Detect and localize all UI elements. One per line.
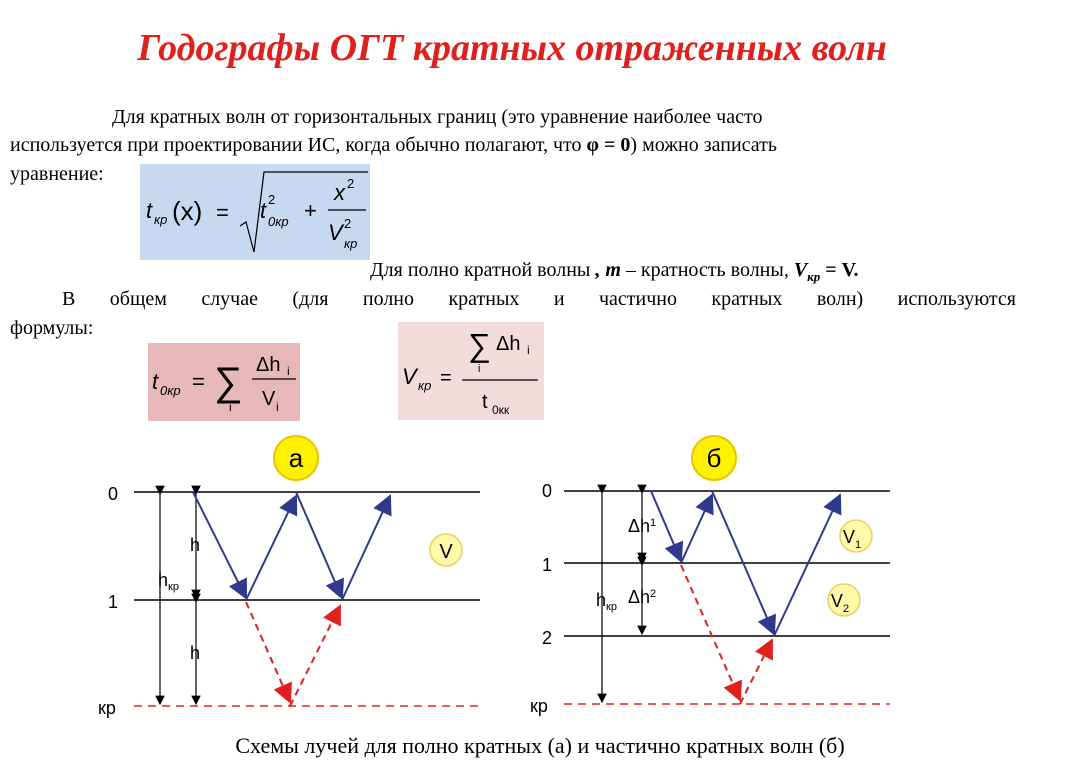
- formula-plus: +: [304, 198, 317, 223]
- formula-vkr-svg: [398, 322, 544, 420]
- vkr-v: V: [402, 364, 417, 389]
- level-0-a: 0: [108, 484, 119, 504]
- formula-v-sup: 2: [344, 216, 352, 231]
- ray-a-2: [246, 496, 296, 600]
- paragraph-general-line2: формулы:: [10, 317, 94, 339]
- formula-t0-sup: 2: [268, 192, 276, 207]
- label-dh1-b: $\Delta h^1$: [628, 516, 657, 536]
- ray-a-red-1: [246, 602, 290, 702]
- formula-x-sup: 2: [347, 176, 355, 191]
- phi-equals-zero: φ = 0: [586, 134, 631, 156]
- vkr-den-sub: 0кк: [492, 403, 510, 417]
- formula-t0-sub: 0кр: [268, 214, 289, 229]
- diagram-a: [100, 430, 500, 730]
- formula-hodograph: [140, 164, 370, 260]
- level-1-a: 1: [108, 592, 119, 612]
- label-dh2-b: $\Delta h^2$: [628, 587, 657, 607]
- formula-t0kr: [148, 343, 300, 421]
- formula-x: x: [334, 180, 345, 205]
- badge-b-label: б: [706, 443, 722, 473]
- level-kr-b: кр: [530, 696, 548, 716]
- vkr-equals: =: [440, 367, 452, 389]
- velocity-label-b2: $V_2$: [830, 591, 850, 615]
- velocity-label-a: V: [439, 541, 453, 563]
- formula-hodograph-svg: [140, 164, 370, 260]
- level-kr-a: кр: [98, 698, 116, 718]
- ray-a-3: [296, 492, 342, 598]
- figure-caption: Схемы лучей для полно кратных (а) и частично кратных волн (б): [235, 733, 845, 758]
- label-h-lower-a: h: [190, 643, 201, 663]
- formula-t0kr-svg: [148, 343, 300, 421]
- level-2-b: 2: [542, 628, 553, 648]
- paragraph-intro-line2: используется при проектировании ИС, когда обычно полагают, что φ = 0) можно записать: [10, 134, 778, 156]
- vkr-sub: кр: [418, 378, 432, 393]
- t0kr-index: i: [229, 400, 232, 414]
- formula-vkr: [398, 322, 544, 420]
- ray-b-4: [774, 495, 840, 636]
- level-1-b: 1: [542, 555, 553, 575]
- paragraph-general-line1: В общем случае (для полно кратных и частично кратных волн) используются: [62, 288, 1016, 310]
- t0kr-num: Δh: [256, 354, 281, 376]
- label-h-upper-a: h: [190, 535, 201, 555]
- vkr-num: Δh: [496, 333, 521, 355]
- ray-a-red-2: [290, 606, 340, 706]
- t0kr-num-sub: i: [287, 364, 290, 378]
- paragraph-intro-line3: уравнение:: [10, 163, 104, 185]
- formula-t: t: [146, 198, 153, 223]
- t0kr-equals: =: [192, 369, 205, 394]
- t0kr-sigma: ∑: [214, 360, 243, 404]
- vkr-sigma: ∑: [468, 327, 491, 363]
- ray-a-4: [342, 496, 390, 600]
- diagram-b: [528, 430, 898, 730]
- formula-t-sub: кр: [154, 212, 168, 227]
- formula-arg: (x): [172, 196, 203, 226]
- label-hkr-b: $h_{кр}$: [596, 590, 617, 613]
- badge-a-label: а: [288, 443, 304, 473]
- slide-title: Годографы ОГТ кратных отраженных волн: [137, 27, 887, 69]
- ray-a-1: [193, 492, 246, 598]
- level-0-b: 0: [542, 481, 553, 501]
- ray-b-red-1: [681, 565, 740, 700]
- ray-b-red-2: [740, 640, 772, 704]
- velocity-label-b1: $V_1$: [842, 527, 862, 551]
- formula-v: V: [328, 220, 343, 245]
- t0kr-sub: 0кр: [160, 383, 181, 398]
- t0kr-den-sub: i: [276, 400, 279, 414]
- paragraph-intro-line1: Для кратных волн от горизонтальных границ (это уравнение наиболее часто: [112, 106, 763, 128]
- t0kr-den: V: [262, 388, 276, 410]
- note-full-multiple: Для полно кратной волны , m – кратность волны, $V_{кр} = V$.: [370, 259, 859, 284]
- ray-b-2: [681, 495, 712, 563]
- formula-equals: =: [216, 200, 229, 225]
- vkr-den: t: [482, 391, 488, 413]
- vkr-num-sub: i: [527, 343, 530, 357]
- formula-t0: t: [260, 198, 267, 223]
- vkr-index: i: [478, 363, 481, 375]
- label-hkr-a: $h_{кр}$: [158, 570, 179, 593]
- formula-v-sub: кр: [344, 236, 358, 251]
- t0kr-t: t: [152, 369, 159, 394]
